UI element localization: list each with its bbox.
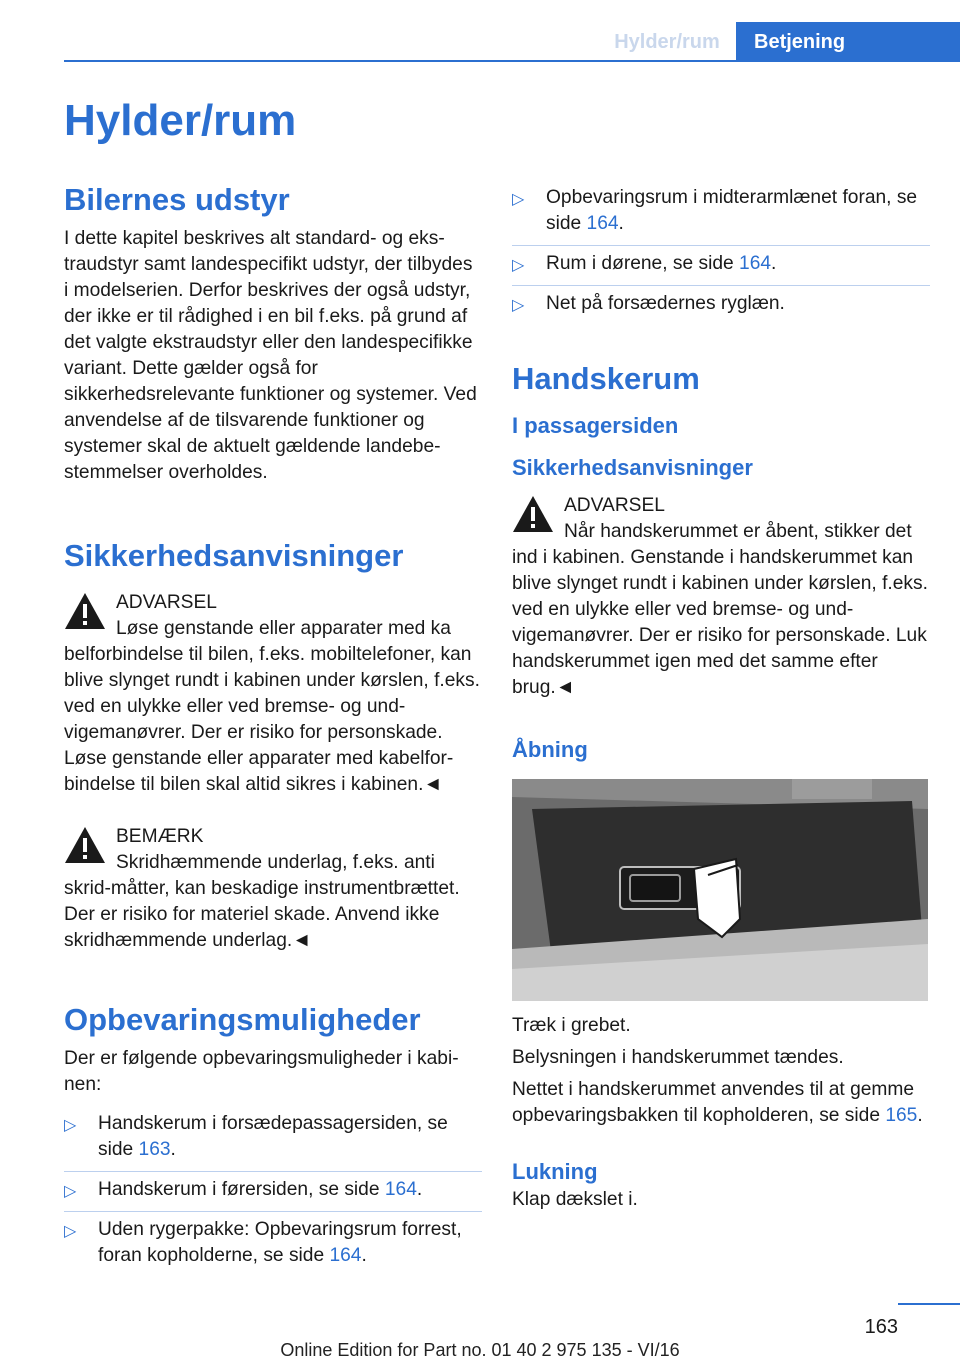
- footer-rule: [898, 1303, 960, 1305]
- glovebox-photo: [512, 779, 928, 1001]
- page-title: Hylder/rum: [64, 96, 297, 145]
- list-item: ▷ Rum i dørene, se side 164.: [512, 245, 930, 285]
- intro-text: I dette kapitel beskrives alt standard- og ekstraudstyr samt landespecifikt udstyr, der tilbydes i modelserien. Derfor beskrives der også udstyr, der ikke er til rådighed i en bil f.eks. på grund af det valgte ekstraudstyr eller den landespecifikke variant. Dette gælder også for sikkerhedsrelevante funktioner og systemer. Ved anvendelse af de tilsvarende funktioner og systemer skal de aktuelt gældende landebestemmelser overholdes.: [64, 228, 477, 483]
- opening-heading: Åbning: [512, 737, 588, 762]
- page-link[interactable]: 164: [586, 213, 619, 234]
- page-link[interactable]: 164: [384, 1179, 417, 1200]
- page-link[interactable]: 163: [138, 1139, 171, 1160]
- list-bullet-icon: ▷: [64, 1223, 77, 1240]
- warning-triangle-icon: [512, 495, 554, 533]
- right-column: [512, 180, 930, 1213]
- warning-text: belforbindelse til bilen, f.eks. mobiltelefoner, kan blive slynget rundt i kabinen under kørslen, f.eks. ved en ulykke eller ved bremse- og undvigemanøvrer. Der er risiko for personskade. Løse genstande eller apparater med kabelforbindelse til bilen skal altid sikres i kabinen.◄: [64, 644, 480, 795]
- list-item: ▷ Opbevaringsrum i midterarmlænet foran, se side 164.: [512, 187, 918, 234]
- header-section-tab: Hylder/rum: [614, 31, 720, 53]
- page-link[interactable]: 164: [329, 1245, 362, 1266]
- warning-first-line: Løse genstande eller apparater med ka: [116, 618, 451, 639]
- note-triangle-icon: [64, 826, 106, 864]
- note-text: skrid-måtter, kan beskadige instrumentbrættet. Der er risiko for materiel skade. Anvend ikke skridhæmmende underlag.◄: [64, 878, 460, 951]
- safety-heading: Sikkerhedsanvisninger: [64, 538, 404, 573]
- list-bullet-icon: ▷: [64, 1183, 77, 1200]
- note-block: [64, 822, 482, 954]
- glovebox-illustration: [512, 779, 928, 1001]
- storage-list-continued: [512, 180, 930, 325]
- list-item: ▷ Net på forsædernes ryglæn.: [512, 285, 930, 325]
- warning-triangle-icon: [64, 592, 106, 630]
- warning-title: ADVARSEL: [116, 592, 217, 613]
- opening-step-3: Nettet i handskerummet anvendes til at gemme opbevaringsbakken til kopholderen, se side 165.: [512, 1079, 923, 1126]
- note-first-line: Skridhæmmende underlag, f.eks. anti: [116, 852, 435, 873]
- list-bullet-icon: ▷: [512, 297, 525, 314]
- page-number: 163: [864, 1316, 898, 1338]
- header-chapter-tab: Betjening: [736, 22, 960, 62]
- list-bullet-icon: ▷: [512, 191, 525, 208]
- opening-step-2: Belysningen i handskerummet tændes.: [512, 1047, 844, 1068]
- closing-text: Klap dækslet i.: [512, 1189, 638, 1210]
- passenger-heading: I passagersiden: [512, 413, 679, 438]
- opening-step-1: Træk i grebet.: [512, 1015, 631, 1036]
- warning-title: ADVARSEL: [564, 495, 665, 516]
- intro-heading: Bilernes udstyr: [64, 182, 290, 217]
- safety-subheading: Sikkerhedsanvisninger: [512, 455, 753, 480]
- list-item: ▷ Uden rygerpakke: Opbevaringsrum forrest, foran kopholderne, se side 164.: [64, 1211, 482, 1277]
- closing-heading: Lukning: [512, 1159, 598, 1184]
- warning-first-line: Når handskerummet er åbent, stikker det: [564, 521, 912, 542]
- storage-list: [64, 1106, 482, 1277]
- footer-text: Online Edition for Part no. 01 40 2 975 135 - VI/16: [280, 1340, 680, 1360]
- storage-text: Der er følgende opbevaringsmuligheder i kabinen:: [64, 1048, 459, 1095]
- page-link[interactable]: 164: [739, 253, 772, 274]
- page-link[interactable]: 165: [885, 1105, 918, 1126]
- storage-heading: Opbevaringsmuligheder: [64, 1002, 421, 1037]
- left-column: [64, 180, 482, 1277]
- glovebox-heading: Handskerum: [512, 361, 700, 396]
- warning-text: ind i kabinen. Genstande i handskerummet kan blive slynget rundt i kabinen under kørslen, f.eks. ved en ulykke eller ved bremse- og undvigemanøvrer. Der er risiko for personskade. Luk handskerummet igen med det samme efter brug.◄: [512, 547, 928, 698]
- list-item: ▷ Handskerum i forsædepassagersiden, se side 163.: [64, 1113, 448, 1160]
- header-rule: [64, 60, 960, 62]
- note-title: BEMÆRK: [116, 826, 204, 847]
- list-item: ▷ Handskerum i førersiden, se side 164.: [64, 1171, 482, 1211]
- warning-block: [64, 588, 482, 798]
- list-bullet-icon: ▷: [512, 257, 525, 274]
- list-bullet-icon: ▷: [64, 1117, 77, 1134]
- warning-block: [512, 491, 930, 701]
